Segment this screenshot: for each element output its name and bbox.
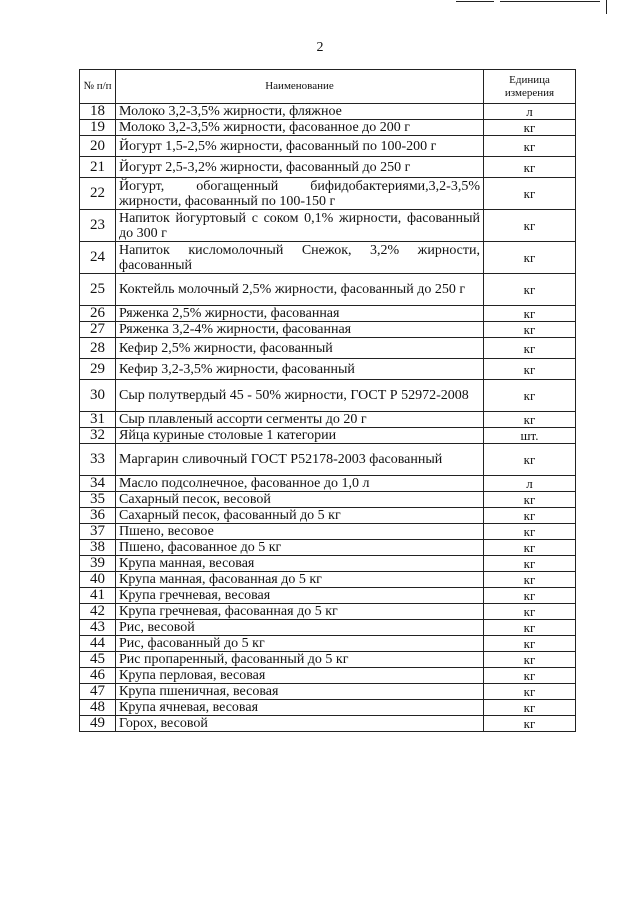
row-name: Рис пропаренный, фасованный до 5 кг bbox=[116, 652, 484, 668]
table-body bbox=[80, 104, 576, 732]
row-name: Сыр плавленый ассорти сегменты до 20 г bbox=[116, 412, 484, 428]
row-name: Йогурт, обогащенный бифидобактериями,3,2-3,5% жирности, фасованный по 100-150 г bbox=[116, 178, 484, 210]
row-unit: кг bbox=[484, 540, 576, 556]
row-number: 38 bbox=[80, 540, 116, 556]
row-number: 37 bbox=[80, 524, 116, 540]
row-number: 36 bbox=[80, 508, 116, 524]
row-unit: кг bbox=[484, 652, 576, 668]
row-name: Напиток кисломолочный Снежок, 3,2% жирности, фасованный bbox=[116, 242, 484, 274]
row-name: Рис, весовой bbox=[116, 620, 484, 636]
row-name: Крупа гречневая, весовая bbox=[116, 588, 484, 604]
row-unit: кг bbox=[484, 136, 576, 157]
row-unit: кг bbox=[484, 636, 576, 652]
row-unit: кг bbox=[484, 120, 576, 136]
row-number: 44 bbox=[80, 636, 116, 652]
table-row bbox=[80, 412, 576, 428]
table-row bbox=[80, 716, 576, 732]
row-number: 26 bbox=[80, 306, 116, 322]
row-unit: кг bbox=[484, 492, 576, 508]
row-name: Молоко 3,2-3,5% жирности, фляжное bbox=[116, 104, 484, 120]
row-number: 23 bbox=[80, 210, 116, 242]
row-unit: кг bbox=[484, 588, 576, 604]
row-number: 18 bbox=[80, 104, 116, 120]
row-name: Крупа ячневая, весовая bbox=[116, 700, 484, 716]
table-row bbox=[80, 178, 576, 210]
row-name: Йогурт 1,5-2,5% жирности, фасованный по 100-200 г bbox=[116, 136, 484, 157]
row-number: 41 bbox=[80, 588, 116, 604]
row-number: 32 bbox=[80, 428, 116, 444]
row-name: Ряженка 3,2-4% жирности, фасованная bbox=[116, 322, 484, 338]
row-number: 35 bbox=[80, 492, 116, 508]
row-number: 28 bbox=[80, 338, 116, 359]
row-name: Коктейль молочный 2,5% жирности, фасованный до 250 г bbox=[116, 274, 484, 306]
row-number: 47 bbox=[80, 684, 116, 700]
table-row bbox=[80, 524, 576, 540]
row-number: 29 bbox=[80, 359, 116, 380]
row-unit: кг bbox=[484, 604, 576, 620]
table-row bbox=[80, 636, 576, 652]
page-number: 2 bbox=[316, 40, 324, 55]
row-name: Сахарный песок, фасованный до 5 кг bbox=[116, 508, 484, 524]
table-row bbox=[80, 492, 576, 508]
table-row bbox=[80, 274, 576, 306]
row-name: Крупа пшеничная, весовая bbox=[116, 684, 484, 700]
table-row bbox=[80, 322, 576, 338]
row-name: Кефир 3,2-3,5% жирности, фасованный bbox=[116, 359, 484, 380]
row-unit: кг bbox=[484, 444, 576, 476]
row-number: 39 bbox=[80, 556, 116, 572]
scan-mark bbox=[606, 0, 607, 14]
row-name: Яйца куриные столовые 1 категории bbox=[116, 428, 484, 444]
row-name: Пшено, фасованное до 5 кг bbox=[116, 540, 484, 556]
row-name: Сыр полутвердый 45 - 50% жирности, ГОСТ Р 52972-2008 bbox=[116, 380, 484, 412]
table-row bbox=[80, 104, 576, 120]
row-unit: кг bbox=[484, 620, 576, 636]
table-row bbox=[80, 684, 576, 700]
table-row bbox=[80, 572, 576, 588]
table-row bbox=[80, 428, 576, 444]
row-name: Крупа манная, весовая bbox=[116, 556, 484, 572]
table-row bbox=[80, 588, 576, 604]
table-row bbox=[80, 604, 576, 620]
table-row bbox=[80, 476, 576, 492]
table-row bbox=[80, 540, 576, 556]
row-number: 49 bbox=[80, 716, 116, 732]
row-name: Рис, фасованный до 5 кг bbox=[116, 636, 484, 652]
row-unit: кг bbox=[484, 716, 576, 732]
table-header-row bbox=[80, 70, 576, 104]
table-row bbox=[80, 210, 576, 242]
row-name: Крупа гречневая, фасованная до 5 кг bbox=[116, 604, 484, 620]
table-row bbox=[80, 359, 576, 380]
row-number: 33 bbox=[80, 444, 116, 476]
table-row bbox=[80, 620, 576, 636]
row-number: 42 bbox=[80, 604, 116, 620]
scan-mark bbox=[500, 1, 600, 2]
row-unit: кг bbox=[484, 380, 576, 412]
row-unit: кг bbox=[484, 322, 576, 338]
row-number: 19 bbox=[80, 120, 116, 136]
row-unit: кг bbox=[484, 572, 576, 588]
row-unit: кг bbox=[484, 668, 576, 684]
table-row bbox=[80, 700, 576, 716]
row-unit: кг bbox=[484, 306, 576, 322]
table-row bbox=[80, 508, 576, 524]
row-number: 24 bbox=[80, 242, 116, 274]
row-name: Горох, весовой bbox=[116, 716, 484, 732]
row-unit: кг bbox=[484, 508, 576, 524]
row-unit: кг bbox=[484, 210, 576, 242]
row-number: 34 bbox=[80, 476, 116, 492]
row-number: 40 bbox=[80, 572, 116, 588]
row-number: 20 bbox=[80, 136, 116, 157]
row-name: Маргарин сливочный ГОСТ Р52178-2003 фасованный bbox=[116, 444, 484, 476]
row-name: Пшено, весовое bbox=[116, 524, 484, 540]
row-name: Молоко 3,2-3,5% жирности, фасованное до 200 г bbox=[116, 120, 484, 136]
row-unit: кг bbox=[484, 700, 576, 716]
row-name: Ряженка 2,5% жирности, фасованная bbox=[116, 306, 484, 322]
header-number: № п/п bbox=[80, 70, 116, 104]
row-name: Крупа перловая, весовая bbox=[116, 668, 484, 684]
row-number: 45 bbox=[80, 652, 116, 668]
row-unit: кг bbox=[484, 157, 576, 178]
products-table bbox=[79, 69, 576, 732]
row-unit: кг bbox=[484, 338, 576, 359]
header-unit: Единица измерения bbox=[484, 70, 576, 104]
row-number: 31 bbox=[80, 412, 116, 428]
table-row bbox=[80, 380, 576, 412]
row-unit: л bbox=[484, 104, 576, 120]
table-row bbox=[80, 556, 576, 572]
row-unit: кг bbox=[484, 274, 576, 306]
row-name: Масло подсолнечное, фасованное до 1,0 л bbox=[116, 476, 484, 492]
table-row bbox=[80, 136, 576, 157]
table-row bbox=[80, 338, 576, 359]
row-unit: кг bbox=[484, 242, 576, 274]
row-number: 46 bbox=[80, 668, 116, 684]
table-row bbox=[80, 242, 576, 274]
row-name: Крупа манная, фасованная до 5 кг bbox=[116, 572, 484, 588]
row-name: Кефир 2,5% жирности, фасованный bbox=[116, 338, 484, 359]
row-number: 21 bbox=[80, 157, 116, 178]
row-name: Сахарный песок, весовой bbox=[116, 492, 484, 508]
scan-mark bbox=[456, 1, 494, 2]
row-name: Напиток йогуртовый с соком 0,1% жирности, фасованный до 300 г bbox=[116, 210, 484, 242]
row-number: 25 bbox=[80, 274, 116, 306]
scan-marks bbox=[0, 0, 640, 20]
table-row bbox=[80, 668, 576, 684]
table-row bbox=[80, 120, 576, 136]
row-number: 43 bbox=[80, 620, 116, 636]
row-unit: кг bbox=[484, 524, 576, 540]
table-row bbox=[80, 157, 576, 178]
row-unit: кг bbox=[484, 178, 576, 210]
row-unit: кг bbox=[484, 556, 576, 572]
row-unit: л bbox=[484, 476, 576, 492]
header-name: Наименование bbox=[116, 70, 484, 104]
row-unit: кг bbox=[484, 412, 576, 428]
row-name: Йогурт 2,5-3,2% жирности, фасованный до 250 г bbox=[116, 157, 484, 178]
row-unit: шт. bbox=[484, 428, 576, 444]
row-unit: кг bbox=[484, 359, 576, 380]
row-number: 48 bbox=[80, 700, 116, 716]
row-number: 30 bbox=[80, 380, 116, 412]
table-row bbox=[80, 444, 576, 476]
row-number: 22 bbox=[80, 178, 116, 210]
table-row bbox=[80, 652, 576, 668]
row-number: 27 bbox=[80, 322, 116, 338]
table-row bbox=[80, 306, 576, 322]
row-unit: кг bbox=[484, 684, 576, 700]
